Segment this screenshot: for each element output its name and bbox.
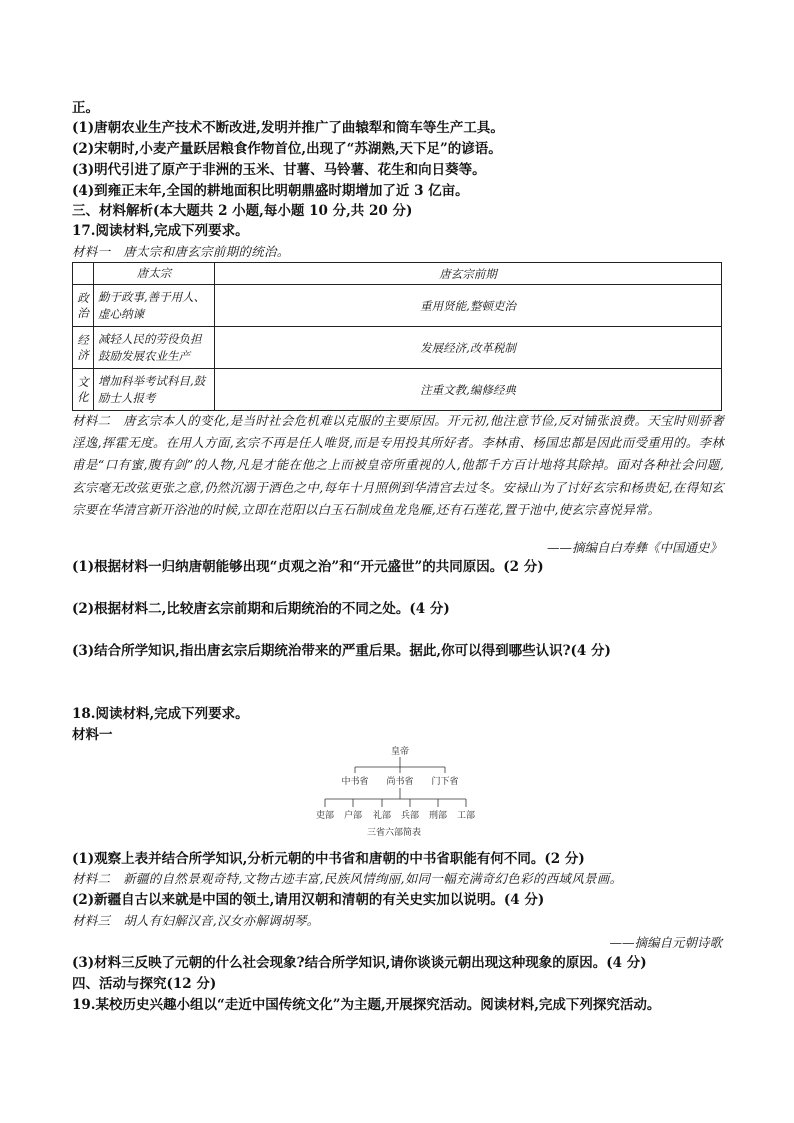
table-cell: 重用贤能,整顿吏治: [215, 285, 722, 327]
question-item: (2)根据材料二,比较唐玄宗前期和后期统治的不同之处。(4 分): [72, 601, 450, 617]
question-item: (3)结合所学知识,指出唐玄宗后期统治带来的严重后果。据此,你可以得到哪些认识?(4 分): [72, 643, 611, 659]
text-line: (4)到雍正末年,全国的耕地面积比明朝鼎盛时期增加了近 3 亿亩。: [72, 183, 469, 199]
table-cell: 减轻人民的劳役负担鼓励发展农业生产: [94, 327, 215, 369]
text-line: (1)唐朝农业生产技术不断改进,发明并推广了曲辕犁和筒车等生产工具。: [72, 120, 504, 136]
table-cell: 注重文教,编修经典: [215, 369, 722, 411]
bu-label: 兵部: [400, 811, 420, 821]
table-cell: 发展经济,改革税制: [215, 327, 722, 369]
table-row: [73, 327, 722, 369]
table-row: [73, 285, 722, 327]
bu-label: 户部: [343, 811, 363, 821]
material-paragraph: 材料二 新疆的自然景观奇特,文物古迹丰富,民族风情绚丽,如同一幅充满奇幻色彩的西域风景画。: [72, 871, 623, 886]
bu-label: 吏部: [315, 811, 335, 821]
sheng-label: 尚书省: [386, 777, 414, 787]
source-citation: ——摘编自元朝诗歌: [609, 935, 722, 950]
text-line: 正。: [72, 100, 99, 116]
row-label: 经济: [73, 327, 94, 369]
question-title: 19.某校历史兴趣小组以“走近中国传统文化”为主题,开展探究活动。阅读材料,完成下列探究活动。: [72, 997, 661, 1013]
question-item: (2)新疆自古以来就是中国的领土,请用汉朝和清朝的有关史实加以说明。(4 分): [72, 892, 545, 908]
question-title: 18.阅读材料,完成下列要求。: [72, 706, 249, 722]
table-cell: 勤于政事,善于用人、虚心纳谏: [94, 285, 215, 327]
sheng-label: 中书省: [341, 777, 369, 787]
section-heading: 三、材料解析(本大题共 2 小题,每小题 10 分,共 20 分): [72, 203, 413, 219]
question-item: (1)观察上表并结合所学知识,分析元朝的中书省和唐朝的中书省职能有何不同。(2 分): [72, 851, 585, 867]
question-item: (1)根据材料一归纳唐朝能够出现“贞观之治”和“开元盛世”的共同原因。(2 分): [72, 559, 544, 575]
source-citation: ——摘编自白寿彝《中国通史》: [546, 540, 722, 555]
material-title: 材料一 唐太宗和唐玄宗前期的统治。: [72, 244, 290, 259]
bu-label: 刑部: [428, 811, 448, 821]
emperor-label: 皇帝: [390, 747, 410, 757]
table-row: [73, 369, 722, 411]
text-line: (2)宋朝时,小麦产量跃居粮食作物首位,出现了“苏湖熟,天下足”的谚语。: [72, 141, 502, 157]
table-cell: 增加科举考试科目,鼓励士人报考: [94, 369, 215, 411]
comparison-table: [72, 262, 722, 411]
question-title: 17.阅读材料,完成下列要求。: [72, 223, 249, 239]
material-title: 材料一: [72, 727, 113, 743]
sheng-label: 门下省: [431, 777, 459, 787]
row-label: 文化: [73, 369, 94, 411]
three-departments-six-ministries-diagram: [300, 742, 500, 842]
bu-label: 工部: [456, 811, 476, 821]
material-paragraph: 材料三 胡人有妇解汉音,汉女亦解调胡琴。: [72, 913, 320, 928]
text-line: (3)明代引进了原产于非洲的玉米、甘薯、马铃薯、花生和向日葵等。: [72, 162, 486, 178]
table-header-cell: 唐太宗: [94, 263, 215, 285]
row-label: 政治: [73, 285, 94, 327]
material-two-paragraph: 材料二 唐玄宗本人的变化,是当时社会危机难以克服的主要原因。开元初,他注意节俭,反对铺张浪费。天宝时则骄奢淫逸,挥霍无度。在用人方面,玄宗不再是任人唯贤,而是专用投其所好者。李林甫、杨国忠都是因此而受重用的。李林甫是“口有蜜,腹有剑”的人物,凡是才能在他之上而被皇帝所重视的人,他都千方百计地将其除掉。面对各种社会问题,玄宗毫无改弦更张之意,仍然沉溺于酒色之中,每年十月照例到华清宫去过冬。安禄山为了讨好玄宗和杨贵妃,在得知玄宗要在华清宫新开浴池的时候,立即在范阳以白玉石制成鱼龙凫雁,还有石莲花,置于池中,使玄宗喜悦异常。: [72, 413, 724, 517]
table-header-cell: [73, 263, 94, 285]
bu-label: 礼部: [372, 811, 392, 821]
question-item: (3)材料三反映了元朝的什么社会现象?结合所学知识,请你谈谈元朝出现这种现象的原因。(4 分): [72, 955, 647, 971]
diagram-caption: 三省六部简表: [366, 828, 422, 838]
section-heading: 四、活动与探究(12 分): [72, 976, 217, 992]
table-header-cell: 唐玄宗前期: [215, 263, 722, 285]
table-header-row: [73, 263, 722, 285]
